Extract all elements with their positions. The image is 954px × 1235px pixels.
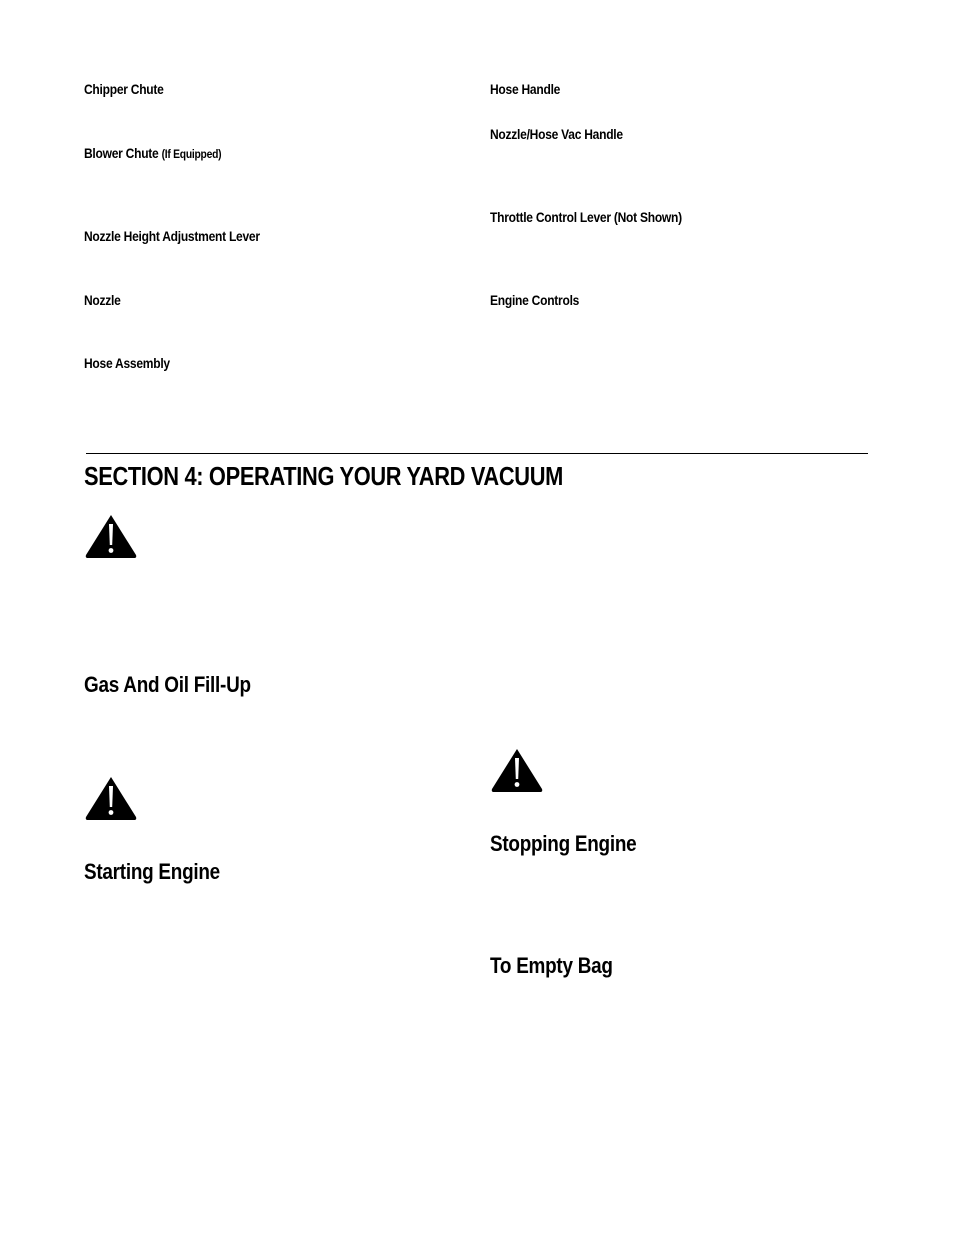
label-blower-chute-note: (If Equipped) (161, 147, 222, 161)
label-nozzle: Nozzle (84, 292, 121, 308)
warning-triangle-icon (84, 775, 138, 821)
label-chipper-chute: Chipper Chute (84, 81, 164, 97)
label-blower-chute: Blower Chute (If Equipped) (84, 145, 222, 161)
label-engine-controls: Engine Controls (490, 292, 580, 308)
label-hose-handle: Hose Handle (490, 81, 561, 97)
subheading-starting-engine: Starting Engine (84, 859, 220, 884)
section-title: SECTION 4: OPERATING YOUR YARD VACUUM (84, 461, 564, 491)
label-nozzle-hose-vac-handle: Nozzle/Hose Vac Handle (490, 126, 623, 142)
subheading-gas-oil-fill-up: Gas And Oil Fill-Up (84, 672, 251, 697)
label-nozzle-height-lever: Nozzle Height Adjustment Lever (84, 228, 260, 244)
label-hose-assembly: Hose Assembly (84, 355, 170, 371)
subheading-to-empty-bag: To Empty Bag (490, 953, 613, 978)
warning-triangle-icon (490, 747, 544, 793)
label-throttle-control-lever: Throttle Control Lever (Not Shown) (490, 209, 682, 225)
subheading-stopping-engine: Stopping Engine (490, 831, 637, 856)
warning-triangle-icon (84, 513, 138, 559)
section-divider (86, 453, 868, 454)
